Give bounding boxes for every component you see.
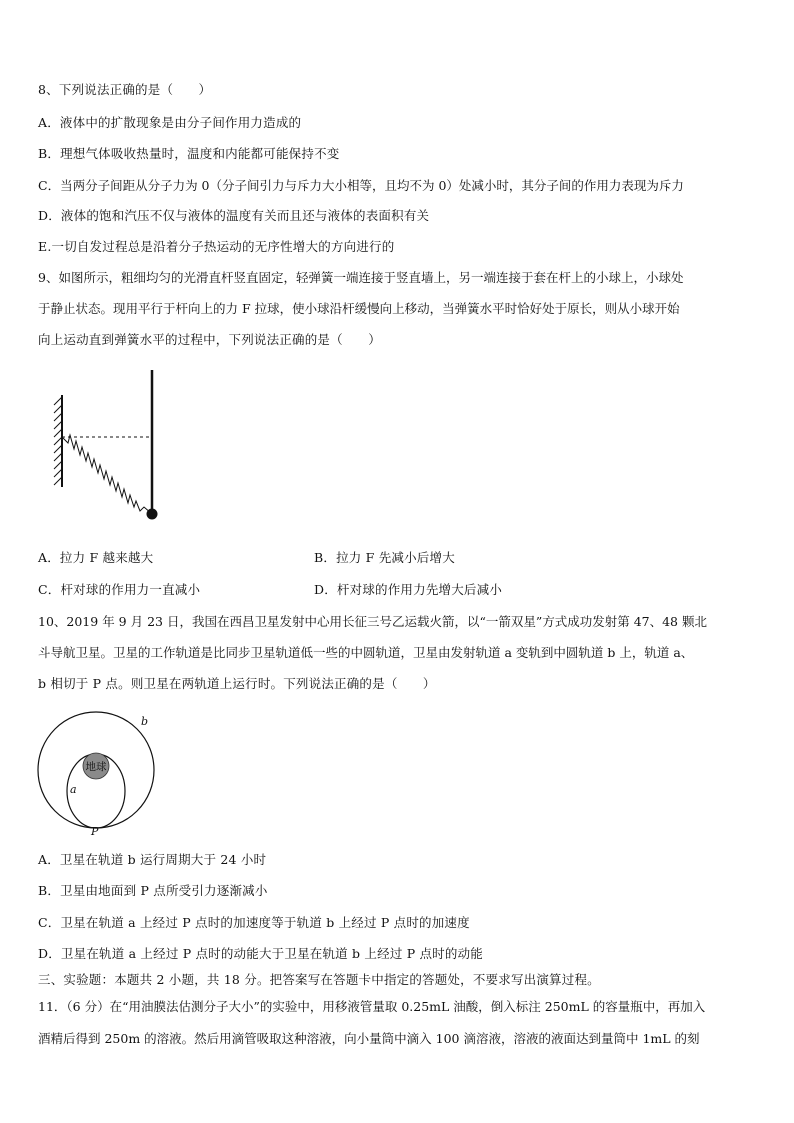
q8-option-b: B．理想气体吸收热量时，温度和内能都可能保持不变 — [38, 146, 340, 161]
q8-option-c: C．当两分子间距从分子力为 0（分子间引力与斥力大小相等，且均不为 0）处减小时，其分子间的作用力表现为斥力 — [38, 178, 684, 193]
q11-stem-line1: 11．（6 分）在“用油膜法估测分子大小”的实验中，用移液管量取 0.25mL 油酸，倒入标注 250mL 的容量瓶中，再加入 — [38, 999, 706, 1014]
q10-option-d: D．卫星在轨道 a 上经过 P 点时的动能大于卫星在轨道 b 上经过 P 点时的动能 — [38, 946, 483, 961]
q8-option-a: A．液体中的扩散现象是由分子间作用力造成的 — [38, 115, 302, 130]
q10-stem-line2: 斗导航卫星。卫星的工作轨道是比同步卫星轨道低一些的中圆轨道，卫星由发射轨道 a 变轨到中圆轨道 b 上，轨道 a、 — [38, 645, 694, 660]
q10-orbit-figure — [34, 708, 164, 838]
q9-option-d: D．杆对球的作用力先增大后减小 — [314, 582, 503, 597]
q8-stem: 8、下列说法正确的是（ ） — [38, 82, 212, 97]
q9-option-c: C．杆对球的作用力一直减小 — [38, 582, 201, 597]
earth-label: 地球 — [85, 761, 107, 773]
label-b: b — [141, 715, 149, 728]
spring — [62, 435, 152, 514]
section-3-heading: 三、实验题：本题共 2 小题，共 18 分。把答案写在答题卡中指定的答题处，不要求写出演算过程。 — [38, 972, 600, 987]
q9-stem-line3: 向上运动直到弹簧水平的过程中，下列说法正确的是（ ） — [38, 332, 381, 347]
q8-option-d: D．液体的饱和汽压不仅与液体的温度有关而且还与液体的表面积有关 — [38, 208, 430, 223]
label-p: P — [91, 825, 99, 838]
q8-option-e: E.一切自发过程总是沿着分子热运动的无序性增大的方向进行的 — [38, 239, 395, 254]
q9-spring-rod-figure — [40, 365, 180, 530]
ball — [147, 509, 158, 520]
q9-stem-line1: 9、如图所示，粗细均匀的光滑直杆竖直固定，轻弹簧一端连接于竖直墙上，另一端连接于套在杆上的小球上，小球处 — [38, 270, 684, 285]
wall-hatching — [54, 397, 62, 485]
q10-option-a: A．卫星在轨道 b 运行周期大于 24 小时 — [38, 852, 267, 867]
q10-option-b: B．卫星由地面到 P 点所受引力逐渐减小 — [38, 883, 268, 898]
q9-option-b: B．拉力 F 先减小后增大 — [314, 550, 455, 565]
label-a: a — [70, 783, 77, 796]
q9-option-a: A．拉力 F 越来越大 — [38, 550, 154, 565]
q9-stem-line2: 于静止状态。现用平行于杆向上的力 F 拉球，使小球沿杆缓慢向上移动，当弹簧水平时恰好处于原长，则从小球开始 — [38, 301, 680, 316]
q11-stem-line2: 酒精后得到 250m 的溶液。然后用滴管吸取这种溶液，向小量筒中滴入 100 滴溶液，溶液的液面达到量筒中 1mL 的刻 — [38, 1031, 700, 1046]
q10-stem-line3: b 相切于 P 点。则卫星在两轨道上运行时。下列说法正确的是（ ） — [38, 676, 436, 691]
q10-option-c: C．卫星在轨道 a 上经过 P 点时的加速度等于轨道 b 上经过 P 点时的加速度 — [38, 915, 470, 930]
q10-stem-line1: 10、2019 年 9 月 23 日，我国在西昌卫星发射中心用长征三号乙运载火箭，以“一箭双星”方式成功发射第 47、48 颗北 — [38, 614, 707, 629]
